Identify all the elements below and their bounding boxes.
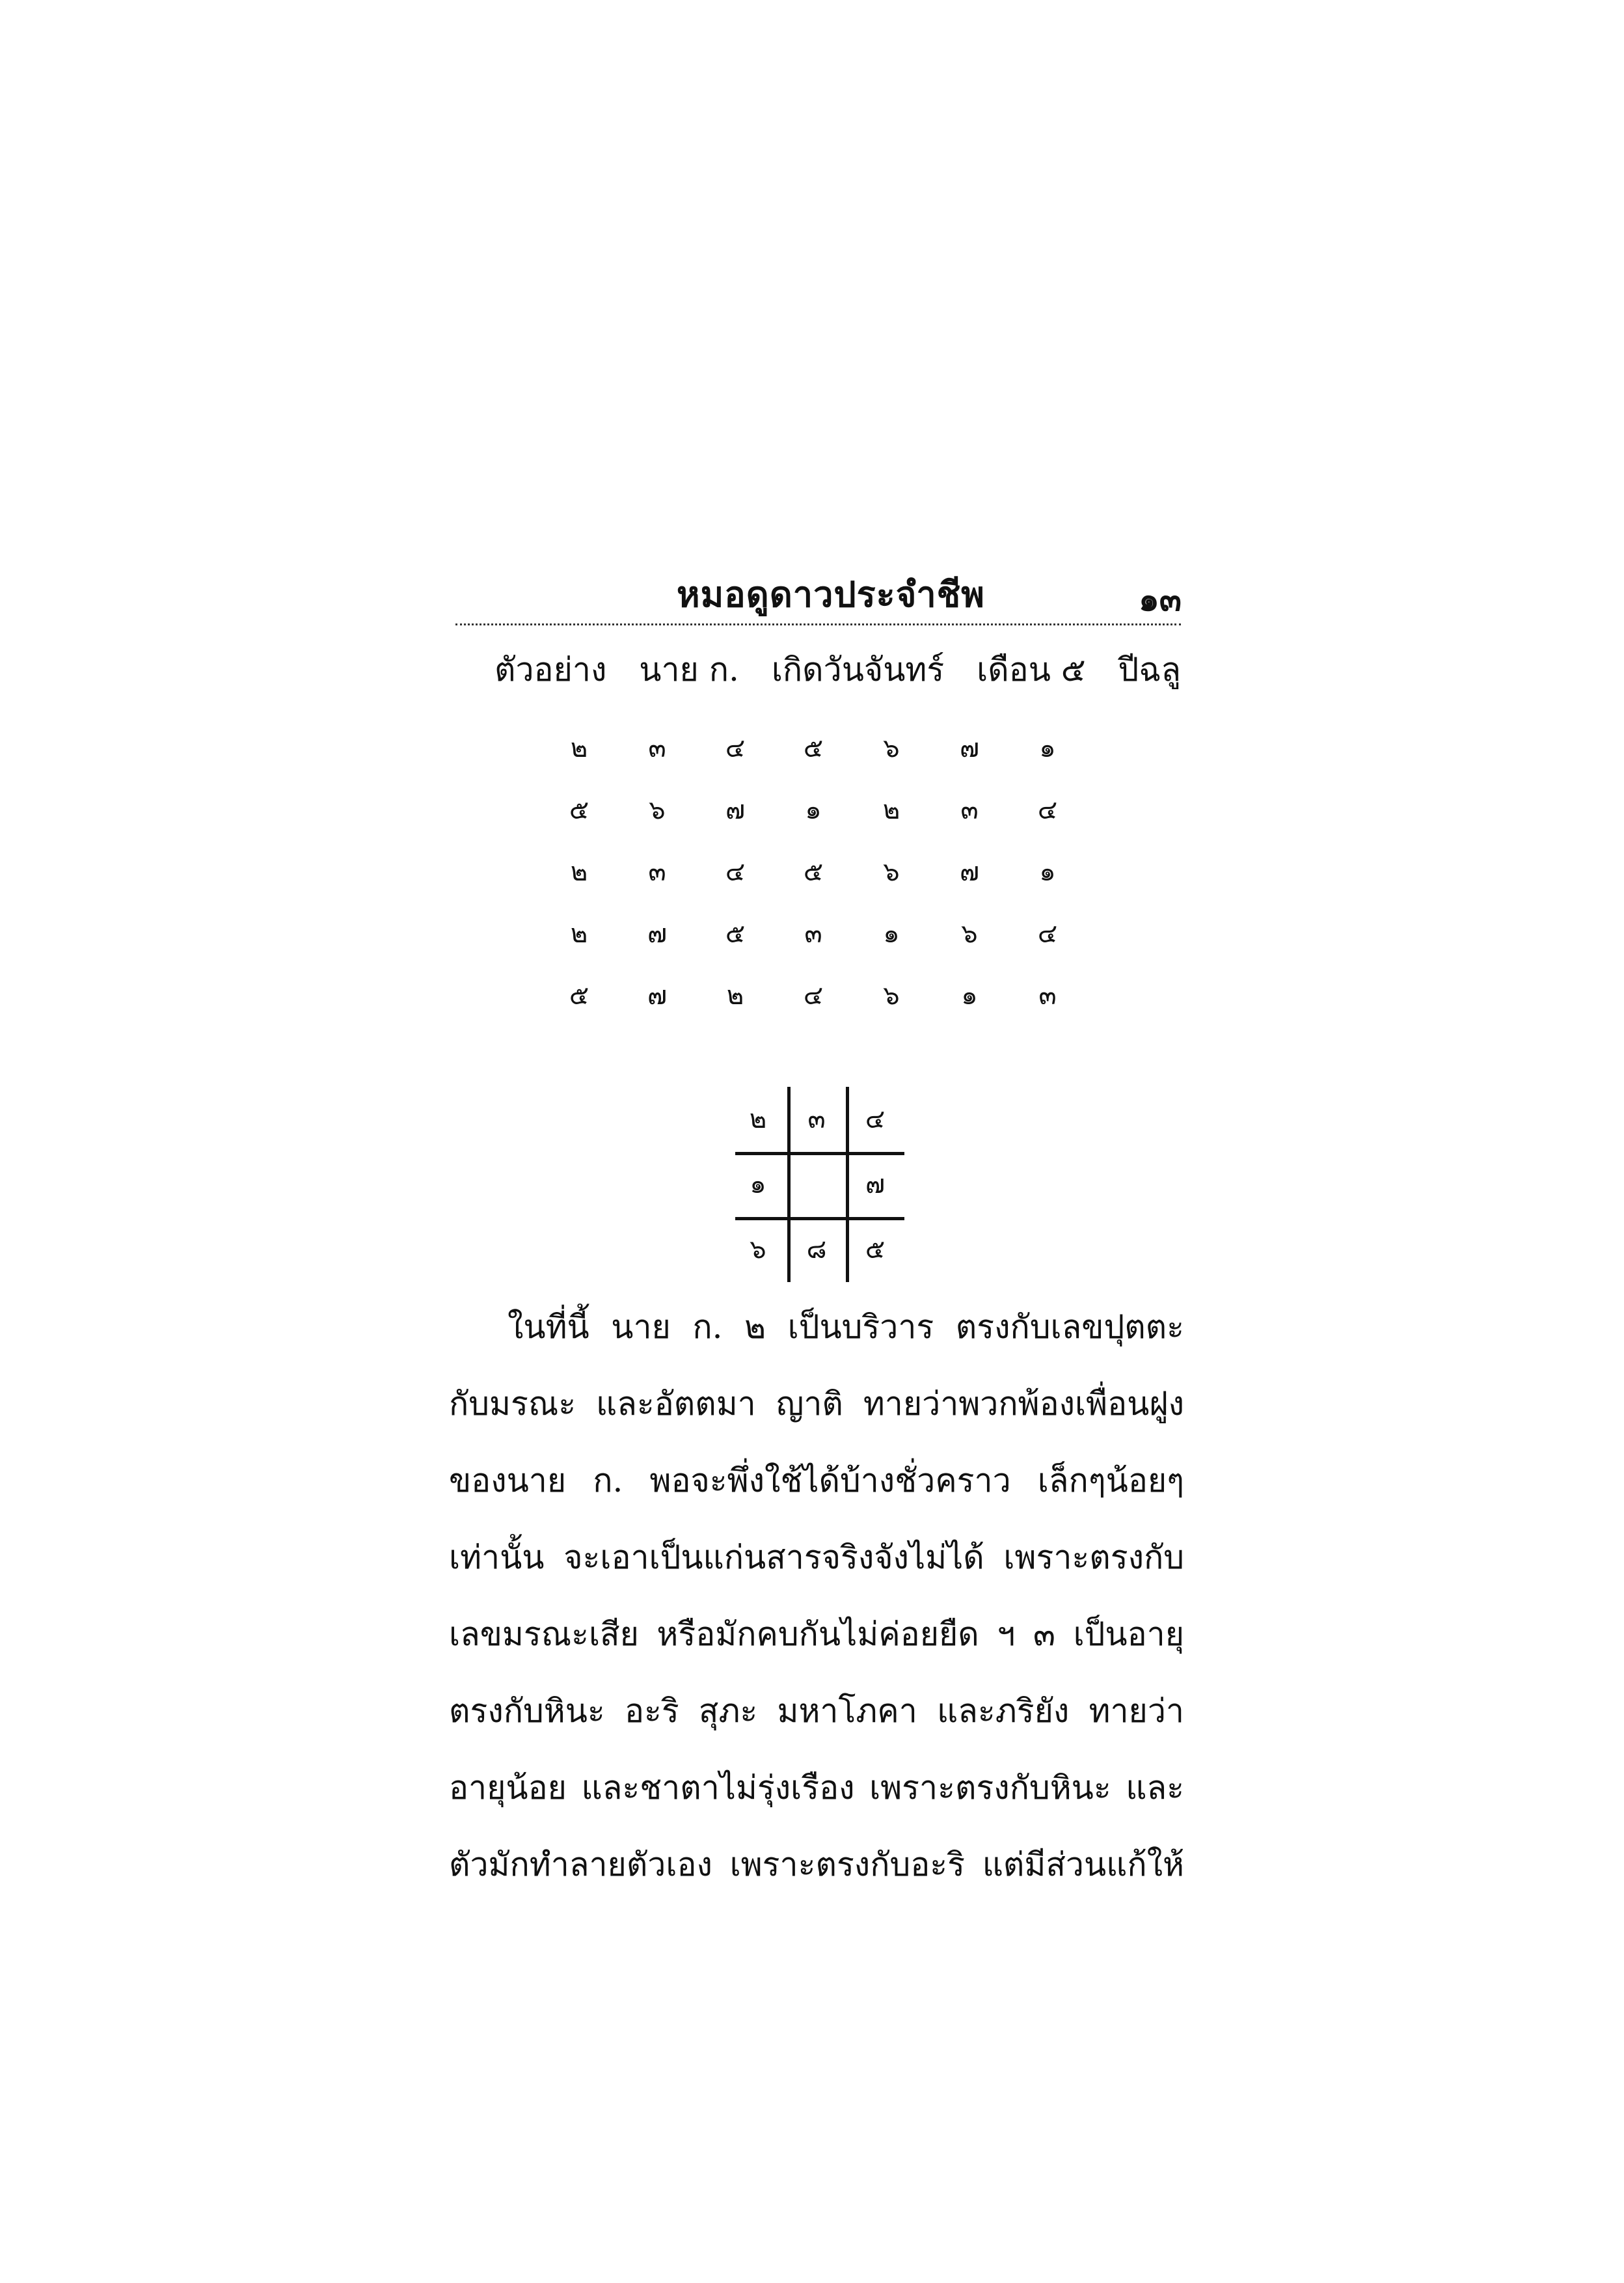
- number-cell: ๖: [961, 919, 978, 949]
- number-cell: ๖: [649, 795, 666, 825]
- number-cell: ๑: [805, 795, 822, 825]
- number-cell: ๓: [1038, 981, 1057, 1011]
- example-birth-year: ปีฉลู: [1118, 651, 1181, 689]
- number-cell: ๔: [1037, 919, 1058, 949]
- number-cell: ๖: [883, 733, 900, 763]
- number-cell: ๕: [803, 857, 824, 887]
- example-birth-day: เกิดวันจันทร์: [771, 651, 945, 689]
- number-row: [560, 791, 1067, 830]
- paragraph-line: อายุน้อย และชาตาไม่รุ่งเรือง เพราะตรงกับหินะ และ: [449, 1769, 1184, 1807]
- number-cell: ๔: [803, 981, 824, 1011]
- number-cell: ๓: [960, 795, 979, 825]
- square-cell: ๖: [750, 1235, 766, 1265]
- square-cell: ๗: [865, 1169, 886, 1199]
- paragraph-line: เท่านั้น จะเอาเป็นแก่นสารจริงจังไม่ได้ เพราะตรงกับ: [449, 1538, 1184, 1576]
- example-line: [494, 644, 1184, 696]
- number-cell: ๓: [648, 857, 666, 887]
- example-person: นาย ก.: [639, 651, 739, 689]
- number-cell: ๗: [647, 919, 668, 949]
- number-cell: ๕: [569, 981, 589, 1011]
- number-cell: ๖: [883, 981, 900, 1011]
- square-horizontal-line: [735, 1152, 904, 1155]
- square-cell: ๓: [807, 1104, 826, 1134]
- number-cell: ๒: [570, 857, 588, 887]
- number-row: [560, 729, 1067, 768]
- square-cell: ๘: [806, 1235, 827, 1265]
- example-label: ตัวอย่าง: [494, 651, 607, 689]
- paragraph-line: ตรงกับหินะ อะริ สุภะ มหาโภคา และภริยัง ทายว่า: [449, 1692, 1184, 1730]
- number-cell: ๕: [569, 795, 589, 825]
- number-cell: ๗: [647, 981, 668, 1011]
- number-cell: ๓: [648, 733, 666, 763]
- square-cell: ๕: [865, 1235, 886, 1265]
- number-cell: ๓: [804, 919, 822, 949]
- paragraph-line: เลขมรณะเสีย หรือมักคบกันไม่ค่อยยืด ฯ ๓ เป็นอายุ: [449, 1615, 1184, 1653]
- number-cell: ๕: [725, 919, 746, 949]
- number-cell: ๒: [570, 919, 588, 949]
- number-row: [560, 853, 1067, 892]
- number-cell: ๔: [725, 733, 746, 763]
- square-cell: ๔: [865, 1104, 886, 1134]
- number-cell: ๔: [1037, 795, 1058, 825]
- example-birth-month: เดือน ๕: [977, 651, 1086, 689]
- number-cell: ๑: [1039, 733, 1056, 763]
- header-dotted-rule: [455, 623, 1181, 625]
- paragraph-line: กับมรณะ และอัตตมา ญาติ ทายว่าพวกพ้องเพื่อนฝูง: [449, 1385, 1184, 1423]
- number-cell: ๖: [883, 857, 900, 887]
- paragraph-line: ตัวมักทำลายตัวเอง เพราะตรงกับอะริ แต่มีส่วนแก้ให้: [449, 1846, 1184, 1883]
- square-cell: ๑: [750, 1169, 766, 1199]
- number-cell: ๕: [803, 733, 824, 763]
- number-cell: ๒: [570, 733, 588, 763]
- number-row: [560, 914, 1067, 953]
- page-number: ๑๓: [1139, 580, 1182, 618]
- number-cell: ๑: [1039, 857, 1056, 887]
- number-cell: ๗: [959, 857, 980, 887]
- number-cell: ๗: [725, 795, 746, 825]
- number-cell: ๒: [882, 795, 900, 825]
- number-row: [560, 976, 1067, 1015]
- paragraph-line: ของนาย ก. พอจะพึ่งใช้ได้บ้างชั่วคราว เล็กๆน้อยๆ: [449, 1462, 1184, 1499]
- paragraph-line: ในที่นี้ นาย ก. ๒ เป็นบริวาร ตรงกับเลขปุตตะ: [508, 1308, 1184, 1346]
- number-cell: ๑: [961, 981, 978, 1011]
- number-table: [560, 729, 1067, 1041]
- tic-tac-square-diagram: [729, 1087, 904, 1282]
- square-cell: [791, 1158, 843, 1210]
- number-cell: ๑: [883, 919, 900, 949]
- square-horizontal-line: [735, 1217, 904, 1220]
- running-title: หมอดูดาวประจำชีพ: [677, 573, 985, 615]
- square-cell: ๒: [749, 1104, 767, 1134]
- number-cell: ๔: [725, 857, 746, 887]
- number-cell: ๒: [726, 981, 744, 1011]
- number-cell: ๗: [959, 733, 980, 763]
